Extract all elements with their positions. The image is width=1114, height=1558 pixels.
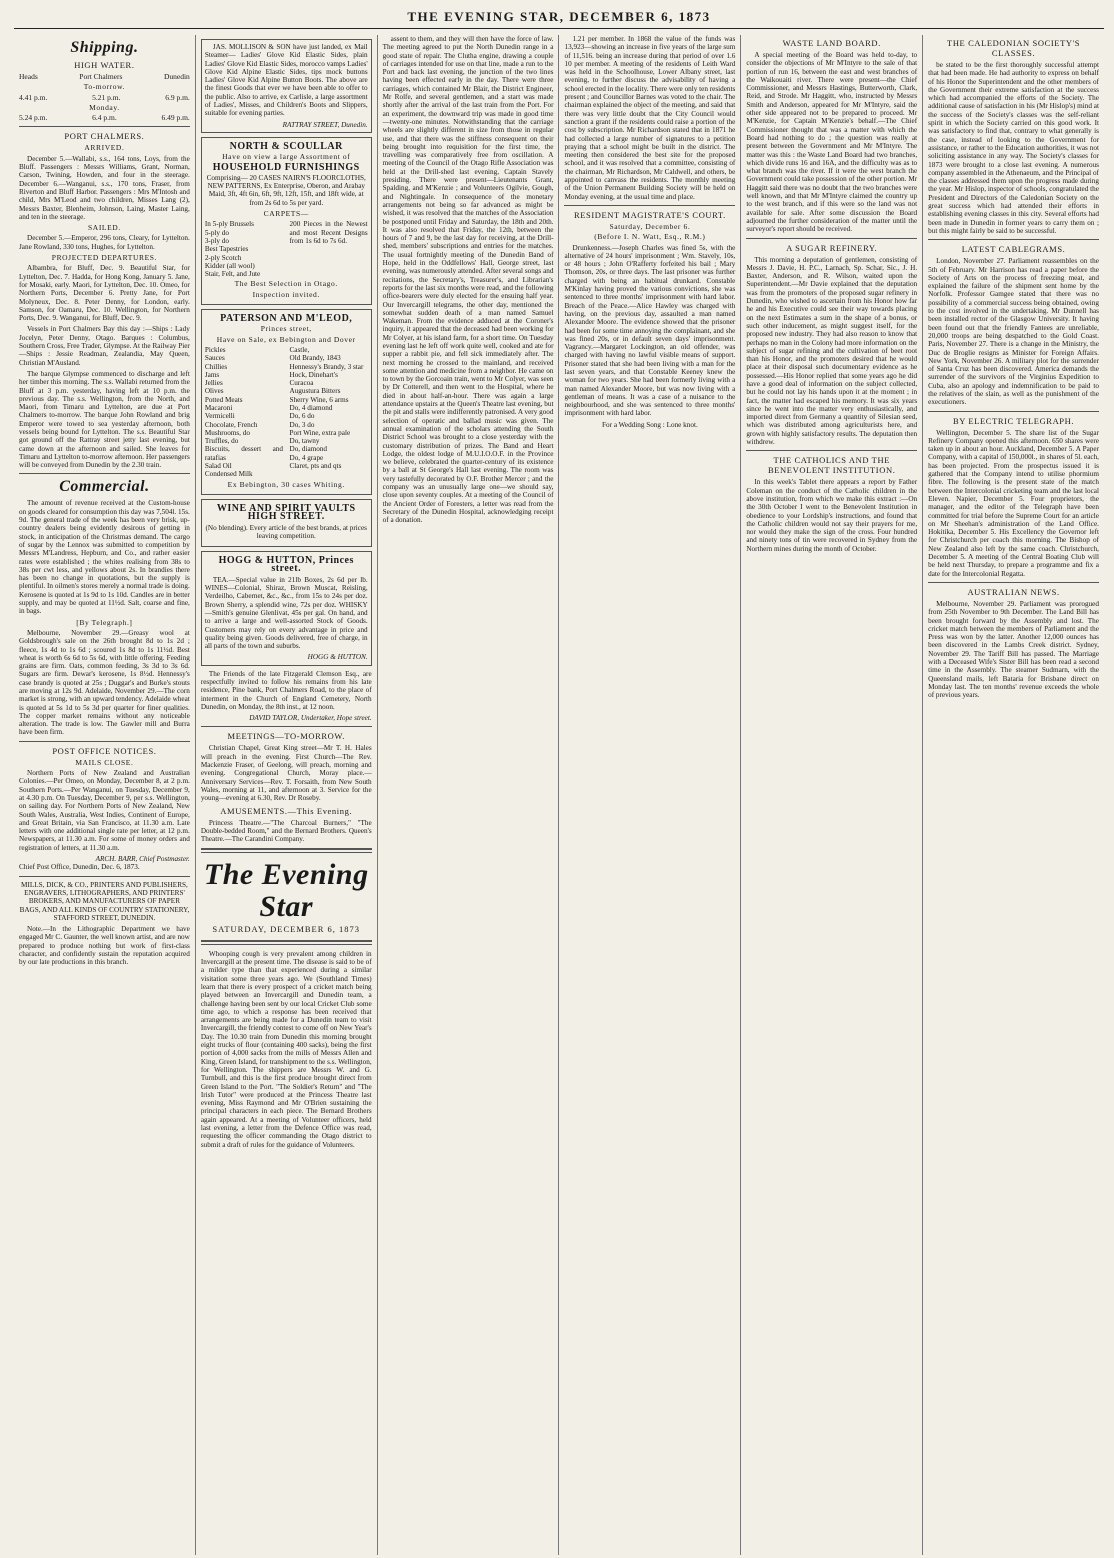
paper-title-block <box>201 859 372 933</box>
mollison-advert <box>201 39 372 133</box>
divider <box>928 239 1099 240</box>
catholics-text: In this week's Tablet there appears a report by Father Coleman on the conduct of the Catholic children in the above institution, from which we make this extract :—On the 30th October I went to the Benevolent Institution in obedience to your Lordship's instructions, and found that the Catholic children would not say their prayers for me, nor would they make the sign of the cross. Four hundred and ninety tons of tin were recovered in Sydney from the Northern mines during the month of October. <box>746 478 918 553</box>
amusements-text: Princess Theatre.—"The Charcoal Burners," "The Double-bedded Room," and the Bernard Brothers. Queen's Theatre.—The Carandini Company. <box>200 818 372 844</box>
mails-close-label: MAILS CLOSE. <box>75 757 134 767</box>
goods-item: Claret, pts and qts <box>289 462 342 471</box>
mills-note: Note.—In the Lithographic Department we have engaged Mr C. Gaunter, the well known artist, and are now prepared to produce nothing but work of first-class character, and confidently sustain the reputation acquired by our late productions in this branch. <box>19 925 190 967</box>
carpet-item: 3-ply do <box>204 236 229 245</box>
arrived-label: ARRIVED. <box>84 143 125 153</box>
cablegrams-heading: LATEST CABLEGRAMS. <box>961 244 1066 255</box>
paterson-foot: Ex Bebington, 30 cases Whiting. <box>227 479 345 489</box>
divider <box>746 238 917 239</box>
post-office-heading: POST OFFICE NOTICES. <box>52 745 157 756</box>
divider <box>564 205 735 206</box>
australian-news-heading: AUSTRALIAN NEWS. <box>967 586 1060 597</box>
goods-item: Do, diamond <box>289 445 328 454</box>
carpet-item: Kidder (all wool) <box>204 261 255 270</box>
north-scoullar-sub: Have on view a large Assortment of <box>222 152 351 162</box>
goods-item: Pickles <box>204 345 226 354</box>
tide-time: 6.49 p.m. <box>161 113 190 123</box>
hogg-text: TEA.—Special value in 21lb Boxes, 2s 6d per lb. WINES—Colonial, Shiraz, Brown Muscat, Reisling, Verdeilho, Cabernet, &c., &c., from 15s to 24s per doz. Brown Sherry, a splendid wine, 72s per doz. WHISKY—Smith's genuine Glenlivat, 45s per gal. On hand, and to arrive a large and well-assorted Stock of Goods. Customers may rely on every advantage in price and quality being given. Goods delivered, free of charge, in all parts of the town and suburbs. <box>204 575 368 651</box>
paper-title: The Evening Star <box>203 858 369 924</box>
paterson-sub: Have on Sale, ex Bebington and Dover <box>216 334 356 344</box>
hogg-title: HOGG & HUTTON, Princes street. <box>218 555 354 575</box>
paterson-list <box>205 346 368 479</box>
page-masthead: THE EVENING STAR, DECEMBER 6, 1873 <box>14 6 1104 29</box>
shipping-heading: Shipping. <box>70 39 139 56</box>
goods-item: Vermicelli <box>204 412 235 421</box>
divider <box>928 411 1099 412</box>
goods-item: Augustura Bitters <box>289 387 341 396</box>
sugar-refinery-text: This morning a deputation of gentlemen, consisting of Messrs J. Davie, H. P.C., Larnach, Sp. Schar, Sic., J. H. Baxter, Anderson, and R. Wilson, waited upon the Superintendent.—Mr Davie explained that the deputation was from the promoters of the proposed sugar refinery in Dunedin, who wished to ascertain from his Honor how far he and his Executive could see their way towards placing on the next Estimates a sum in the shape of a bonus, or such other inducement, as might suggest itself, for the proposed new industry. They had also reason to know that perhaps no man in the Colony had more information on the subject of sugar refining and the cultivation of beet root than his Honor, and the promoters desired that he would place at their disposal such documentary evidence as he possessed.—His Honor replied that some years ago he did have a good deal of information on the subject collected, but he could not lay his hands upon it at the moment ; in fact, the matter had escaped his memory. It was six years since he went into the matter very enthusiastically, and imported direct from Germany a quantity of Silesian seed, which was distributed among agriculturists here, and grown with highly satisfactory results. The deputation then withdrew. <box>746 255 918 447</box>
sailed-text: December 5.—Emperor, 296 tons, Cleary, for Lyttelton. Jane Rowland, 330 tons, Hughes, for Lyttelton. <box>19 234 190 251</box>
tide-tomorrow: To-morrow. <box>83 82 126 92</box>
waste-land-heading: WASTE LAND BOARD. <box>782 38 881 48</box>
high-water-heading: HIGH WATER. <box>74 60 135 70</box>
north-scoullar-advert <box>201 137 372 305</box>
goods-item: Biscuits, dessert and ratafias <box>204 445 283 462</box>
column-6 <box>923 35 1104 1555</box>
carpets-heading: CARPETS— <box>263 209 309 219</box>
shipping-report: The barque Glympse commenced to discharge and left her timber this morning. The s.s. Wallabi returned from the Bluff at 3 p.m. yesterday, having left at 10 p.m. the previous day. The s.s. Wellington, from the North, and Maori, from Timaru and Lyttelton, are due at Port Chalmers to-morrow. The barque John Rowland and brig Emperor were towed to sea yesterday afternoon, both vessels being bound for Lyttelton. The s.s. Beautiful Star got ground off the Rattray street jetty last evening, but came down at the afternoon and sailed. She leaves for Timaru and Lyttelton to-morrow afternoon. Her passengers will be conveyed from Dunedin by the 2.30 train. <box>19 369 190 470</box>
column-1 <box>14 35 196 1555</box>
telegraph-label: [By Telegraph.] <box>76 617 133 627</box>
column-4 <box>559 35 741 1555</box>
tide-row-1 <box>19 94 190 102</box>
paterson-advert <box>201 309 372 495</box>
goods-item: Mushrooms, do <box>204 428 250 437</box>
north-scoullar-title: NORTH & SCOULLAR <box>229 140 343 152</box>
wedding-line: For a Wedding Song : Lone knot. <box>602 420 698 429</box>
arrived-text: December 5.—Wallabi, s.s., 164 tons, Loys, from the Bluff. Passengers : Messrs Williams, Grant, Norman, Carson, Twining, Howden, and four in the steerage. December 6.—Wanganui, s.s., 170 tons, Fraser, from Riverton and Bluff Harbor. Passengers : Mrs M'Intosh and child, Mrs M'Leod and two children, Misses Lang (2), Messrs Baxter, Blenheim, Johnson, Laing, Master Laing, and ten in the steerage. <box>19 154 190 221</box>
carpet-item: 5-ply do <box>204 228 229 237</box>
projected-label: PROJECTED DEPARTURES. <box>51 253 158 263</box>
goods-item: Condensed Milk <box>204 470 253 479</box>
australian-news-text: Melbourne, November 29. Parliament was prorogued from 25th November to 9th December. The Land Bill has been brought forward by the Assembly and lost. The cricket match between the members of Parliament and the Press was won by the latter. Another 12,000 ounces has been discovered in the Lambs Creek district. Sydney, November 29. The Tariff Bill has passed. The Marriage with a Deceased Wife's Sister Bill has been read a second time in the Assembly. The steamer Sudmarn, with the Queensland mails, left Bataria for Brisbane direct on Monday last. The ten months' revenue exceeds the whole of previous years. <box>928 599 1099 700</box>
mail-signature: ARCH. BARR, Chief Postmaster. <box>95 855 190 864</box>
divider <box>928 582 1099 583</box>
tide-heads: Heads <box>19 72 38 81</box>
goods-item: Do, tawny <box>289 437 320 446</box>
goods-item: Hennessy's Brandy, 3 star <box>289 362 364 371</box>
mollison-text: JAS. MOLLISON & SON have just landed, ex Mail Steamer— Ladies' Glove Kid Elastic Sides, plain Ladies' Glove Kid Elastic Sides, morocco vamps Ladies' Glove Kid Alpine Elastic Sides, tips mock buttons Ladies' Glove Kid Alpine Button Boots. The above are the finest Goods that ever we have been able to offer to the public. Also to arrive, ex Carlisle, a large assortment of Ladies', Misses, and Children's Boots and Slippers, suitable for evening parties. <box>204 43 368 118</box>
goods-item: Do, 4 diamond <box>289 403 333 412</box>
tide-port-chalmers: Port Chalmers <box>79 72 123 81</box>
editorial-text: Whooping cough is very prevalent among children in Invercargill at the present time. The disease is said to be of a milder type than that experienced during a similar visitation some three years ago. We (Southland Times) learn that there is every prospect of a cricket match being played between an Invercargill and Dunedin team, a challenge having been sent by our local Cricket Club some time ago, to which a response has been received that arrangements are being made for a Dunedin team to visit Invercargill, the friendly contest to come off on New Year's Day. The 10.30 train from Dunedin this morning brought eight trucks of flour (containing 400 sacks), being the first portion of 4,000 sacks from the mills of Messrs Allen and King, Green Island, for transhipment to the s.s. Wellington, for Wellington. The shippers are Messrs W. and G. Turnbull, and this is the first produce brought direct from Green Island to the Port. "The Soldier's Return" and "The Irish Tutor" were produced at the Princess Theatre last evening, Miss Raymond and Mr O'Brien sustaining the principal characters in each piece. The Bernard Brothers again appeared. At a meeting of Volunteer officers, held last evening, a letter from the Defence Office was read, requesting the officer commanding the Otago district to submit a draft of rules for the guidance of Volunteers. <box>200 949 372 1149</box>
sailed-label: SAILED. <box>88 223 121 233</box>
column-2 <box>196 35 378 1555</box>
wine-title: WINE AND SPIRIT VAULTS HIGH STREET. <box>216 502 356 523</box>
goods-item: Port Wine, extra pale <box>289 428 351 437</box>
goods-item: Curacoa <box>289 379 314 388</box>
divider <box>19 876 190 877</box>
catholics-heading: THE CATHOLICS AND THE BENEVOLENT INSTITUTION. <box>768 455 896 476</box>
funeral-signature: DAVID TAYLOR, Undertaker, Hope street. <box>249 714 372 723</box>
furnishing-text: Comprising— 20 CASES NAIRN'S FLOORCLOTHS, NEW PATTERNS, Ex Enterprise, Oberon, and Arabay Maid, 3ft, 4ft 6in, 6ft, 9ft, 12ft, 15ft, and 18ft wide, at from 2s 6d to 5s per yard. <box>206 173 366 207</box>
goods-item: Do, 4 grape <box>289 453 324 462</box>
carpet-item: Best Tapestries <box>204 245 249 254</box>
tide-row-2 <box>19 114 190 122</box>
tide-time: 6.9 p.m. <box>165 92 190 102</box>
columns <box>14 35 1104 1555</box>
goods-item: Old Brandy, 1843 <box>289 354 341 363</box>
cablegrams-text: London, November 27. Parliament reassembles on the 5th of February. Mr Harrison has read a paper before the Society of Arts on the process of freezing meat, and explained the failure of the shipment sent home by the Norfolk. Professor Gamgee stated that there was no possibility of a commercial success being obtained, owing to the cost involved in the undertaking. Mr Dunnell has been installed rector of the Glasgow University. It having been found out that the friendly Fantees are unreliable, 20,000 troops are being despatched to the Gold Coast. Paris, November 27. There is a change in the Ministry, the Duc de Broglie resigns as Minister for Foreign Affairs. New York, November 26. A military plot for the surrender of Santa Cruz has been discovered. America demands the surrender of the survivors of the Virginius Expedition to Cuba, also an apology and indemnification to be paid to the relatives of the slain, as well as the punishment of the executioners. <box>928 257 1099 407</box>
carpet-item: 2-ply Scotch <box>204 253 242 262</box>
goods-item: Do, 6 do <box>289 412 315 421</box>
divider <box>19 126 190 127</box>
tide-time: 4.41 p.m. <box>19 92 48 102</box>
rm-court-heading: RESIDENT MAGISTRATE'S COURT. <box>573 209 726 220</box>
paterson-left <box>205 346 283 479</box>
carpet-item: In 5-ply Brussels <box>204 220 254 229</box>
meetings-text: Christian Chapel, Great King street—Mr T. H. Hales will preach in the evening. First Church—The Rev. Mackenzie Fraser, of Geelong, will preach, morning and evening. Congregational Church, Moray place.—Anniversary Services—Rev. T. Forsaith, from New South Wales, morning at 11, and afternoon at 3. Service for the young—evening at 6.30, Rev. Dr Roseby. <box>200 744 372 803</box>
goods-item: Jams <box>204 370 220 379</box>
caledonian-text: be stated to be the first thoroughly successful attempt that had been made. He had authority to express on behalf of his Honor the Superintendent and the other members of the Government their extreme satisfaction at the success which had accompanied the efforts of the Society. The additional cause of satisfaction in his (Mr Hislop's) mind at the success of the Society's classes was the self-reliant spirit in which the Society carried on this good work. It was satisfactory to find that, contrary to what generally is the case, instead of looking to the Government for assistance, or rather to the Education authorities, it was not soliciting assistance in any way. The Society's classes for 1873 were brought to a close last evening. A numerous company assembled in the Athenaeum, and the Principal of the classes addressed them upon the progress made during the year. Mr Hislop, inspector of schools, congratulated the President and Directors of the Caledonian Society on the great success which had attended their efforts in establishing evening classes in this city. Several efforts had been made in Dunedin in former years to carry them on ; but this might fairly be said to be successful. <box>928 61 1099 235</box>
mail-text: Northern Ports of New Zealand and Australian Colonies.—Per Omeo, on Monday, December 8, at 2 p.m. Southern Ports.—Per Wanganui, on Tuesday, December 9, at 4.30 p.m. On Tuesday, December 9, per s.s. Wellington, on sailing day. For Northern Ports of New Zealand, New South Wales, Australia, West Indies, Continent of Europe, and Great Britain, via San Francisco, at 11.30 a.m. Late letters with one additional single rate per letter, at 12 p.m. Newspapers, at 11.30 a.m. For some of money orders and registration of letters, at 11.30 a.m. <box>19 769 190 852</box>
carpet-item: Stair, Felt, and Jute <box>204 270 261 279</box>
waste-land-text: A special meeting of the Board was held to-day, to consider the objections of Mr M'Intyre to the sale of that portion of run 16, between the east and west branches of the Waikouaiti river. There were present—the Chief Commissioner, and Messrs Hastings, Butterworth, Clark, Reid, and Strode. Mr Haggitt, who, instructed by Messrs Smith and Anderson, appeared for Mr M'Intyre, said the other side appeared not to be prepared to proceed. Mr M'Kenzie, for Captain M'Kenzie's behalf.—The Chief Commissioner thought that was a matter with which the Board had nothing to do ; the question was really at present between the Government and Mr M'Intyre. The matter was this : the Waste Land Board had two branches, which divide runs 16 and 16A, and the difficulty was as to what branch was the river. If it were the west branch the Government could take possession of the other portion. Mr Haggitt said there was no doubt that the two branches were well known, and that Mr M'Intyre claimed the country up to the west branch, and if this were so the land was not available for sale. After some discussion the Board adjourned the further consideration of the matter until the surveyor's report should be received. <box>746 51 918 234</box>
rm-court-date: Saturday, December 6. <box>609 221 691 231</box>
divider <box>201 848 372 853</box>
vessels-text: Vessels in Port Chalmers Bay this day :—Ships : Lady Jocelyn, Peter Denny, Otago. Barques : Columbus, Southern Cross, Free Trader, Glympse. At the Railway Pier—Ships : Jessie Readman, Zealandia, May Queen, Christian M'Ausland. <box>19 325 190 367</box>
funeral-notice: The Friends of the late Fitzgerald Clemson Esq., are respectfully invited to follow his remains from his late residence, Pine bank, Port Chalmers Road, to the place of interment in the Church of England Cemetery, North Dunedin, on Monday, the 8th inst., at 12 noon. <box>200 669 372 711</box>
goods-item: Sherry Wine, 6 arms <box>289 395 349 404</box>
goods-item: Hock, Dinehart's <box>289 370 338 379</box>
tide-table <box>19 73 190 81</box>
paterson-right <box>290 346 368 479</box>
column-5 <box>741 35 923 1555</box>
divider <box>201 940 372 945</box>
carpets-right <box>290 220 368 278</box>
wine-advert <box>201 499 372 547</box>
rm-court-bench: (Before I. N. Watt, Esq., R.M.) <box>594 232 706 242</box>
projected-text: Albambra, for Bluff, Dec. 9. Beautiful Star, for Lyttelton, Dec. 7. Hadda, for Hong Kong, January 5. Jane, for Mosaki, early. Maori, for Lyttelton, Dec. 10. Omeo, for Northern Ports, December 6. Pretty Jane, for Port Molyneux, Dec. 8. Peter Denny, for London, early. Samson, for Oamaru, Dec. 10. Wellington, for Northern Ports, Dec. 9. Wanganui, for Bluff, Dec. 9. <box>19 264 190 323</box>
telegraph-text: Melbourne, November 29.—Greasy wool at Goldsbrough's sale on the 26th brought 8d to 1s 2d ; fleece, 1s 4d to 1s 6d ; scoured 1s 8d to 1s 11½d. Best wheat is worth 6s 6d to 5s 6d, with little offering. Feeding grains are firm. Oats, common feeding, 3s 3d to 3s 6d. Sugars are firm. Dewar's kerosene, 1s 8½d. Hennessy's case brandy is quoted at 25s ; Duggar's and Burke's stouts are moving at 12s 9d. Adelaide, November 29.—The corn market is strong, with an upward tendency. Adelaide wheat is quoted at 5s 1d to 5s 3d per quarter for finer qualities. The copper market remains without any noticeable alteration. The trade is low. The Gawler mill and Burra have been firm. <box>19 628 190 737</box>
commercial-text: The amount of revenue received at the Custom-house on goods cleared for consumption this day was 7,504l. 15s. 9d. The general trade of the week has been very brisk, up-country dealers being evidently desirous of getting in stock, in anticipation of the Christmas demand. The cargo of sugar by the Lennox was submitted to competition by Messrs M'Landress, Hepburn, and Co., and rather easier rates were established ; the whites realising from 38s to 38s per cwt less, and yellows about 2s. In brandies there has been no change in quotations, but the supply is plentiful. In oilmen's stores merely a normal trade is doing. Kerosene is quoted at 1s 9d to 1s 10d. Candles are in better supply, and may be quoted at 11½d. Salt, coarse and fine, in bags. <box>19 499 190 616</box>
divider <box>19 473 190 474</box>
wine-text: (No blending). Every article of the best brands, at prices leaving competition. <box>205 523 367 540</box>
paterson-address: Princes street, <box>260 324 312 334</box>
tide-dunedin: Dunedin <box>163 72 190 81</box>
goods-item: Olives <box>204 387 224 396</box>
paper-date: SATURDAY, DECEMBER 6, 1873 <box>212 924 361 935</box>
carpet-pieces: 200 Pieces in the Newest and most Recent Designs from 1s 6d to 7s 6d. <box>289 220 368 245</box>
mollison-address: RATTRAY STREET, Dunedin. <box>282 120 368 129</box>
divider <box>19 741 190 742</box>
caledonian-heading: THE CALEDONIAN SOCIETY'S CLASSES. <box>947 38 1081 58</box>
goods-item: Truffles, do <box>204 437 239 446</box>
hogg-advert <box>201 551 372 666</box>
tide-monday: Monday. <box>89 102 120 112</box>
goods-item: Macaroni <box>204 403 233 412</box>
goods-item: Do, 3 do <box>289 420 315 429</box>
carpets-foot: The Best Selection in Otago. <box>234 279 338 289</box>
goods-item: Castle, <box>289 345 310 354</box>
paterson-title: PATERSON AND M'LEOD, <box>220 313 353 325</box>
tide-time: 5.24 p.m. <box>19 113 48 123</box>
amusements-heading: AMUSEMENTS.—This Evening. <box>220 805 353 816</box>
goods-item: Salad Oil <box>204 462 232 471</box>
carpets-list <box>205 220 368 278</box>
hogg-signature: HOGG & HUTTON. <box>307 653 368 662</box>
local-news-text: assent to them, and they will then have the force of law. The meeting agreed to put the North Dunedin range in a good state of repair. The Clutha engine, drawing a couple of carriages intended for use on that line, made a run to the Port and back last evening, the junction of the two lines having been effected early in the day. There were three carriages, which contained Mr Blair, the District Engineer, Mr Rolfe, and several gentlemen, and a start was made shortly after the arrival of the last train from the Port. For an experiment, the downward trip was made in good time—twenty-one minutes. Notwithstanding that the carriage wheels are slightly different in size from those in regular use, and that there was the stiffness consequent on their being brought into requisition for the first time, the travelling was comparatively free from oscillation. A meeting of the Council of the Otago Rifle Association was held at the Drill-shed last evening, Captain Stavely presiding. There were present—Lieutenants Grant, Spalding, and M'Kenzie ; and Volunteers Ogilvie, Gough, and Nightingale. In consequence of the monetary arrangements not being so far advanced as might be wished, it was resolved that the matches of the Association be postponed until Friday and Saturday, the 18th and 20th. It was also resolved that Friday, the 12th, between the hours of 7 and 9, be the last day for receiving, at the Drill-shed, members' subscriptions and entries for the matches. The usual fortnightly meeting of the Dunedin Band of Hope, held in the Oddfellows' Hall, George street, last evening, was numerously attended. After several songs and recitations, the Secretary's, Treasurer's, and Librarian's reports for the last six months were read, and the following office-bearers were duly elected for the ensuing half year. Our Invercargill telegrams, the other day, mentioned the somewhat sudden death of a man named Samuel Wakeman. From the evidence adduced at the Coroner's inquiry, it appeared that the deceased had been working for Mr Colyer, at his island farm, for a short time. On Tuesday evening last he left off work quite well, cooked and ate for supper a rabbit pie, and fell sick immediately after. The next morning he crossed to the mainland, and received some attention and medicine from a neighbor. He came on to town by the Gorcoain train, went to Mr Colyer, was seen by Dr Cotterell, and then went to the Hospital, where he died in about half-an-hour. There was again a large attendance upstairs at the Queen's Theatre last evening, but the pit and stalls were indifferently patronised. A very good selection of operatic and ballad music was given. The annual examination of the scholars attending the South District School was brought to a close yesterday with the customary distribution of prizes. The Band and Heart Lodge, the oldest lodge of M.U.I.O.O.F. in the Province we believe, celebrated the quarter-century of its existence by a ball at St George's Hall last evening. The room was very tastefully decorated by O.F. Brother Mercer ; and the company was an unusually large one—we should say, close upon seventy couples. At a meeting of the Council of the Ancient Order of Foresters, a letter was read from the Secretary of the Dunedin Hospital, acknowledging receipt of a donation. <box>382 35 554 525</box>
carpets-left <box>205 220 283 278</box>
local-news-continued: 1.21 per member. In 1868 the value of the funds was 13,923—showing an increase in five years of the large sum of 11,516. being an increase during that period of over 1.6 10 per member. A meeting of the residents of Leith Ward was held in the Schoolhouse, Lower Albany street, last evening, to further discuss the advisability of having a school erected in the locality. There were only ten residents present ; and Councillor Barnes was voted to the chair. The chairman explained the object of the meeting, and said that there was very little doubt that the City Council would sanction a grant if the residents could raise a portion of the cost by subscription. Mr Richardson stated that in 1871 he had collected a large number of signatures to a petition praying that a school might be built in the district. The meeting then considered the best site for the proposed school, and it was resolved that a committee, consisting of the chairman, Mr Richardson, Mr Caldwell, and others, be appointed to canvass the residents. The monthly meeting of the Union Permanent Building Society will be held on Monday evening, at the usual time and place. <box>564 35 736 201</box>
tide-time: 6.4 p.m. <box>92 113 117 123</box>
mills-advert: MILLS, DICK, & CO., PRINTERS AND PUBLISHERS, ENGRAVERS, LITHOGRAPHERS, AND PRINTERS' BROKERS, AND MANUFACTURERS OF PAPER BAGS, AND ALL KINDS OF COUNTRY STATIONERY, STAFFORD STREET, DUNEDIN. <box>19 880 190 922</box>
sugar-refinery-heading: A SUGAR REFINERY. <box>786 242 878 253</box>
port-chalmers-heading: PORT CHALMERS. <box>64 131 145 142</box>
furnishing-title: HOUSEHOLD FURNISHINGS <box>212 161 360 173</box>
inspection-note: Inspection invited. <box>252 289 320 299</box>
mail-signature-2: Chief Post Office, Dunedin, Dec. 6, 1873. <box>19 863 140 872</box>
rm-court-text: Drunkenness.—Joseph Charles was fined 5s, with the alternative of 24 hours' imprisonment ; Wm. Stavely, 10s, or 48 hours ; John O'Rafferty forfeited his bail ; Mary Thomson, 20s, or three days. The last prisoner was further charged with being an habitual drunkard. Constable M'Kinlay having proved the various convictions, she was sentenced to three months' imprisonment with hard labor. Breach of the Peace.—Alice Hawley was charged with having, on the previous day, assaulted a man named Alexander Moore. The evidence showed that the prisoner had been for some time annoying the complainant, and she was fined 20s, or in default seven days' imprisonment. Vagrancy.—Margaret Lockington, an old offender, was charged with having no lawful visible means of support. Prisoner stated that she had been living with a man for the last seven years, and that Constable Keeney knew the woman for two years. She had been formerly living with a man named Alexander Moore, but was now living with a gentleman of means. It was a case of a nuisance to the neighbourhood, and she was sentenced to three months' imprisonment with hard labor. <box>564 243 736 418</box>
goods-item: Chocolate, French <box>204 420 258 429</box>
goods-item: Sauces <box>204 354 225 363</box>
electric-telegraph-heading: BY ELECTRIC TELEGRAPH. <box>953 415 1075 426</box>
tide-time: 5.21 p.m. <box>92 92 121 102</box>
meetings-heading: MEETINGS—TO-MORROW. <box>227 731 345 742</box>
column-3 <box>378 35 560 1555</box>
goods-item: Potted Meats <box>204 395 243 404</box>
divider <box>746 450 917 451</box>
divider <box>201 726 372 727</box>
commercial-heading: Commercial. <box>59 478 150 496</box>
goods-item: Chillies <box>204 362 228 371</box>
electric-telegraph-text: Wellington, December 5. The share list of the Sugar Refinery Company opened this afternoon. 650 shares were taken up in about an hour. Auckland, December 5. A Paper Company, with a capital of 150,000l., in shares of 5l. each, has been projected. From the prospectus issued it is gathered that the Company intend to utilise phormium fibre. The following is the present state of the match between the Intercolonial cricketing team and the last local Eleven. Napier, December 5. Four proprietors, the manager, and the editor of the Telegraph have been committed for trial before the Supreme Court for an article on Mr Sheehan's administration of the Land Office. Hokitika, December 5. His Excellency the Governor left for Christchurch per coach this morning. The Bishop of New Zealand also left by the same coach. Christchurch, December 5. A meeting of the Central Boating Club will be held next Thursday, to prepare a programme and fix a date for the Intercolonial Regatta. <box>928 428 1099 578</box>
goods-item: Jellies <box>204 379 223 388</box>
